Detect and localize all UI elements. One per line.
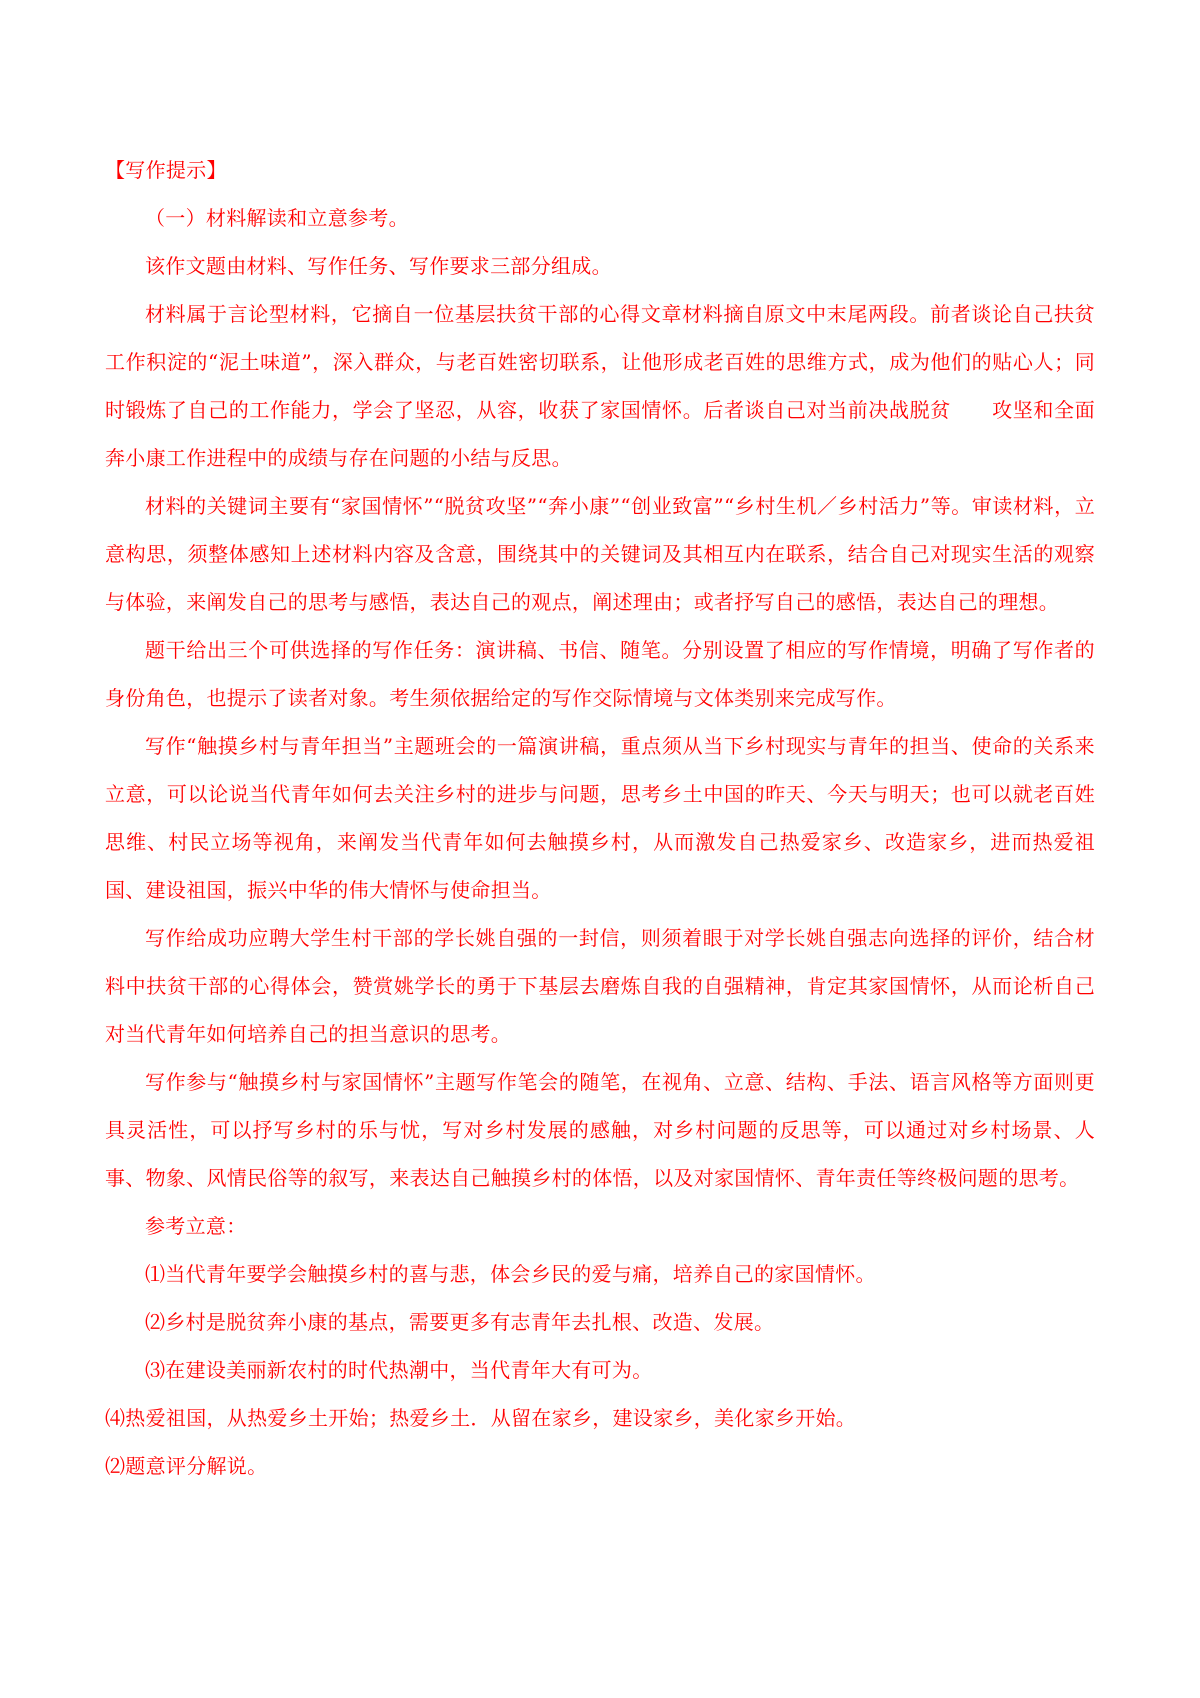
section-heading: 【写作提示】 [105, 158, 227, 182]
sub-heading: （一）材料解读和立意参考。 [145, 206, 409, 230]
paragraph: 写作参与“触摸乡村与家国情怀”主题写作笔会的随笔，在视角、立意、结构、手法、语言风格等方面则更具灵活性，可以抒写乡村的乐与忧，写对乡村发展的感触，对乡村问题的反思等，可以通过对乡村场景、人事、物象、风情民俗等的叙写，来表达自己触摸乡村的体悟，以及对家国情怀、青年责任等终极问题的思考。 [105, 1070, 1095, 1190]
paragraph: 参考立意： [145, 1214, 247, 1238]
paragraph: 题干给出三个可供选择的写作任务：演讲稿、书信、随笔。分别设置了相应的写作情境，明确了写作者的身份角色，也提示了读者对象。考生须依据给定的写作交际情境与文体类别来完成写作。 [105, 638, 1095, 710]
paragraph: 材料的关键词主要有“家国情怀”“脱贫攻坚”“奔小康”“创业致富”“乡村生机／乡村活力”等。审读材料，立意构思，须整体感知上述材料内容及含意，围绕其中的关键词及其相互内在联系，结合自己对现实生活的观察与体验，来阐发自己的思考与感悟，表达自己的观点，阐述理由；或者抒写自己的感悟，表达自己的理想。 [105, 494, 1095, 614]
document-body [105, 146, 1095, 1490]
paragraph: 写作“触摸乡村与青年担当”主题班会的一篇演讲稿，重点须从当下乡村现实与青年的担当、使命的关系来立意，可以论说当代青年如何去关注乡村的进步与问题，思考乡土中国的昨天、今天与明天；也可以就老百姓思维、村民立场等视角，来阐发当代青年如何去触摸乡村，从而激发自己热爱家乡、改造家乡，进而热爱祖国、建设祖国，振兴中华的伟大情怀与使命担当。 [105, 734, 1095, 902]
list-item: ⑴当代青年要学会触摸乡村的喜与悲，体会乡民的爱与痛，培养自己的家国情怀。 [145, 1262, 876, 1286]
paragraph: 写作给成功应聘大学生村干部的学长姚自强的一封信，则须着眼于对学长姚自强志向选择的评价，结合材料中扶贫干部的心得体会，赞赏姚学长的勇于下基层去磨炼自我的自强精神，肯定其家国情怀，从而论析自己对当代青年如何培养自己的担当意识的思考。 [105, 926, 1095, 1046]
paragraph: 该作文题由材料、写作任务、写作要求三部分组成。 [145, 254, 612, 278]
list-item: ⑷热爱祖国，从热爱乡土开始；热爱乡土．从留在家乡，建设家乡，美化家乡开始。 [105, 1406, 857, 1430]
list-item: ⑶在建设美丽新农村的时代热潮中，当代青年大有可为。 [145, 1358, 653, 1382]
paragraph: 材料属于言论型材料，它摘自一位基层扶贫干部的心得文章材料摘自原文中末尾两段。前者谈论自己扶贫工作积淀的“泥土味道”，深入群众，与老百姓密切联系，让他形成老百姓的思维方式，成为他们的贴心人；同时锻炼了自己的工作能力，学会了坚忍，从容，收获了家国情怀。后者谈自己对当前决战脱贫 攻坚和全面奔小康工作进程中的成绩与存在问题的小结与反思。 [105, 302, 1095, 470]
list-item: ⑵乡村是脱贫奔小康的基点，需要更多有志青年去扎根、改造、发展。 [145, 1310, 775, 1334]
sub-heading: ⑵题意评分解说。 [105, 1454, 268, 1478]
